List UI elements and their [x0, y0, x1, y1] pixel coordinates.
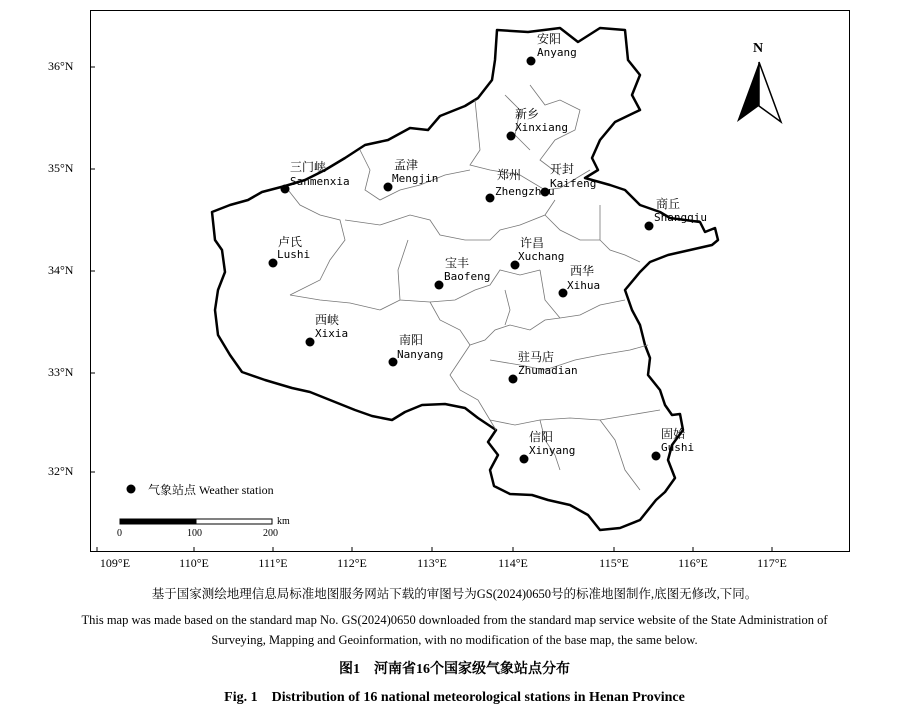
- lat-tick-33: 33°N: [48, 365, 74, 379]
- station-label-cn-gushi: 固始: [661, 427, 686, 441]
- station-label-en-xinxiang: Xinxiang: [515, 121, 568, 134]
- lat-tick-32: 32°N: [48, 464, 74, 478]
- station-label-cn-baofeng: 宝丰: [445, 256, 470, 270]
- scale-label-100: 100: [187, 528, 202, 539]
- lon-tick-117: 117°E: [757, 556, 787, 570]
- station-dot-shangqiu: [645, 222, 654, 231]
- station-dot-sanmenxia: [281, 185, 290, 194]
- station-label-cn-xihua: 西华: [570, 264, 595, 278]
- lon-tick-116: 116°E: [678, 556, 708, 570]
- station-label-en-xixia: Xixia: [315, 327, 349, 340]
- station-label-en-nanyang: Nanyang: [397, 348, 444, 361]
- station-label-cn-shangqiu: 商丘: [656, 197, 681, 211]
- scale-bar: [120, 519, 272, 524]
- station-label-en-xihua: Xihua: [567, 279, 601, 292]
- station-label-en-gushi: Gushi: [661, 441, 695, 454]
- north-label: N: [753, 41, 764, 56]
- lat-tick-36: 36°N: [48, 59, 74, 73]
- station-label-cn-xixia: 西峡: [315, 313, 340, 327]
- station-label-en-baofeng: Baofeng: [444, 270, 491, 283]
- station-label-en-xinyang: Xinyang: [529, 444, 576, 457]
- station-label-cn-xuchang: 许昌: [520, 236, 545, 250]
- station-label-cn-xinyang: 信阳: [529, 430, 554, 444]
- station-dot-anyang: [527, 57, 536, 66]
- map-note-en-line2: Surveying, Mapping and Geoinformation, with no modification of the base map, the same below.: [211, 633, 698, 647]
- station-label-en-sanmenxia: Sanmenxia: [290, 175, 350, 188]
- map-note-en: [0, 610, 909, 650]
- station-label-en-zhumadian: Zhumadian: [518, 364, 578, 377]
- station-dot-baofeng: [435, 281, 444, 290]
- north-arrow: [737, 62, 781, 122]
- station-label-cn-nanyang: 南阳: [399, 333, 424, 347]
- station-label-cn-anyang: 安阳: [537, 32, 562, 46]
- lon-tick-109: 109°E: [99, 556, 131, 570]
- station-label-cn-zhengzhou: 郑州: [497, 168, 522, 182]
- station-label-cn-xinxiang: 新乡: [515, 107, 540, 121]
- station-dot-gushi: [652, 452, 661, 461]
- station-label-en-lushi: Lushi: [277, 248, 311, 261]
- station-dot-xixia: [306, 338, 315, 347]
- lat-tick-34: 34°N: [48, 263, 74, 277]
- station-dot-zhumadian: [509, 375, 518, 384]
- figure-title-cn: 图1 河南省16个国家级气象站点分布: [339, 662, 570, 677]
- lon-tick-113: 113°E: [417, 556, 447, 570]
- lon-tick-111: 111°E: [258, 556, 288, 570]
- prefecture-boundaries: [285, 85, 660, 490]
- scale-unit: km: [277, 516, 290, 527]
- station-label-cn-zhumadian: 驻马店: [518, 350, 555, 364]
- lon-tick-114: 114°E: [498, 556, 528, 570]
- station-label-en-shangqiu: Shangqiu: [654, 211, 707, 224]
- station-label-en-kaifeng: Kaifeng: [550, 177, 597, 190]
- station-label-en-xuchang: Xuchang: [518, 250, 565, 263]
- station-dot-zhengzhou: [486, 194, 495, 203]
- station-label-en-anyang: Anyang: [537, 46, 577, 59]
- lon-tick-115: 115°E: [599, 556, 629, 570]
- legend-dot: [127, 485, 136, 494]
- figure-title-en: Fig. 1 Distribution of 16 national meteorological stations in Henan Province: [224, 690, 685, 705]
- lat-tick-35: 35°N: [48, 161, 74, 175]
- station-label-cn-mengjin: 孟津: [394, 158, 419, 172]
- scale-label-200: 200: [263, 528, 278, 539]
- station-label-en-zhengzhou: Zhengzhou: [495, 185, 555, 198]
- station-label-cn-lushi: 卢氏: [278, 235, 303, 249]
- station-dot-xinyang: [520, 455, 529, 464]
- legend-label: 气象站点 Weather station: [148, 483, 274, 497]
- station-label-cn-kaifeng: 开封: [550, 162, 575, 176]
- station-label-cn-sanmenxia: 三门峡: [290, 160, 327, 174]
- scale-label-0: 0: [117, 528, 122, 539]
- map-note-cn: 基于国家测绘地理信息局标准地图服务网站下载的审图号为GS(2024)0650号的标准地图制作,底图无修改,下同。: [151, 587, 758, 601]
- lon-tick-110: 110°E: [179, 556, 209, 570]
- station-label-en-mengjin: Mengjin: [392, 172, 439, 185]
- map-note-en-line1: This map was made based on the standard map No. GS(2024)0650 downloaded from the standard map service website of the State Administration of: [81, 613, 828, 627]
- lon-tick-112: 112°E: [337, 556, 367, 570]
